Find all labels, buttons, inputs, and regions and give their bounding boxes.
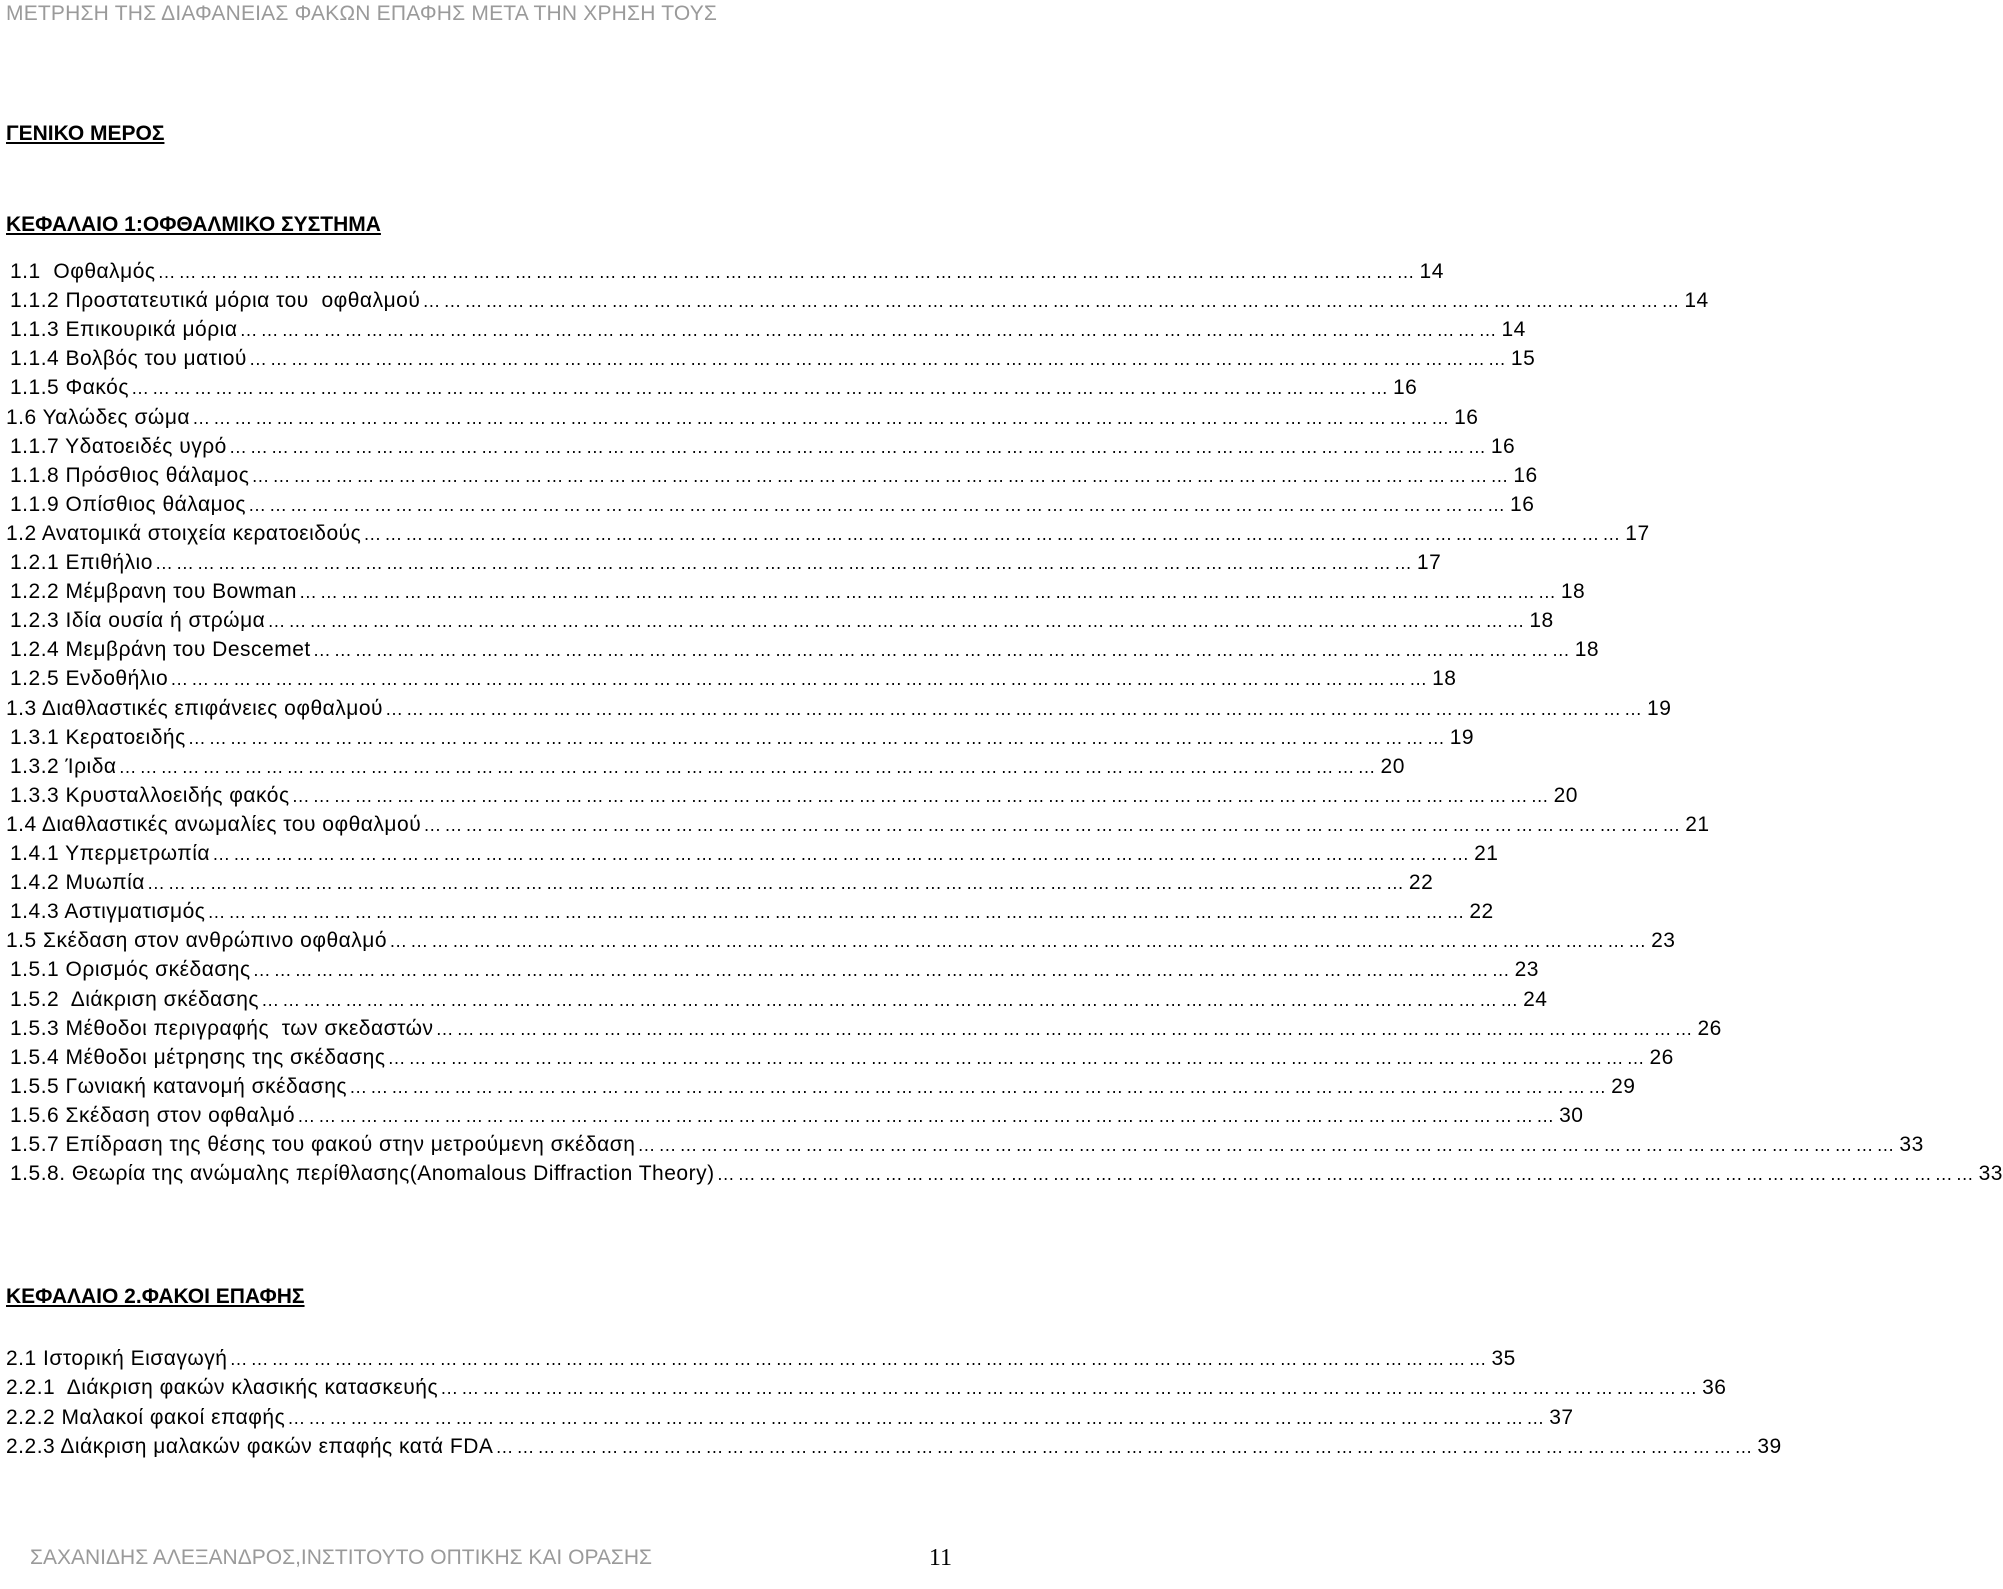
running-footer: ΣΑΧΑΝΙΔΗΣ ΑΛΕΞΑΝΔΡΟΣ,ΙΝΣΤΙΤΟΥΤΟ ΟΠΤΙΚΗΣ ΚΑΙ ΟΡΑΣΗΣ — [30, 1546, 653, 1569]
toc-entry-page: 30 — [1559, 1103, 1584, 1127]
toc-entry-page: 37 — [1549, 1405, 1574, 1429]
toc-entry — [10, 636, 1600, 664]
toc-entry-label: 1.3.3 Κρυσταλλοειδής φακός — [10, 783, 290, 807]
toc-entry-label: 1.2.5 Ενδοθήλιο — [10, 667, 169, 691]
toc-entry — [10, 869, 1434, 897]
toc-entry-label: 1.4.3 Αστιγματισμός — [10, 900, 206, 924]
toc-entry-label: 1.3.2 Ίριδα — [10, 754, 117, 778]
toc-entry — [6, 520, 1650, 548]
toc-entry-page: 33 — [1899, 1133, 1924, 1156]
toc-entry-label: 2.1 Ιστορική Εισαγωγή — [6, 1347, 228, 1370]
toc-entry-page: 36 — [1702, 1376, 1727, 1400]
toc-entry-page: 26 — [1649, 1045, 1674, 1069]
toc-entry-page: 18 — [1529, 609, 1554, 633]
toc-entry — [10, 549, 1442, 577]
toc-entry-page: 14 — [1419, 260, 1444, 283]
toc-entry-label: 1.1 Οφθαλμός — [10, 260, 156, 283]
toc-entry-page: 16 — [1490, 434, 1516, 458]
toc-dot-leader: ……………………………………………………………………………………………………………………………………………………………… — [349, 1076, 1610, 1097]
toc-entry — [10, 898, 1494, 926]
toc-entry-page: 23 — [1514, 958, 1539, 982]
toc-entry-label: 1.1.9 Οπίσθιος θάλαμος — [10, 492, 247, 516]
toc-entry-label: 2.2.2 Μαλακοί φακοί επαφής — [6, 1405, 286, 1429]
toc-entry-page: 18 — [1560, 580, 1586, 604]
toc-dot-leader: ……………………………………………………………………………………………………………………………………………………………… — [130, 378, 1391, 399]
toc-entry — [6, 695, 1672, 723]
toc-entry — [10, 462, 1538, 490]
toc-dot-leader: ……………………………………………………………………………………………………………………………………………………………… — [363, 523, 1624, 544]
toc-entry-label: 1.5.1 Ορισμός σκέδασης — [10, 958, 251, 982]
toc-entry-page: 16 — [1392, 376, 1418, 400]
toc-dot-leader: ……………………………………………………………………………………………………………………………………………………………… — [637, 1135, 1898, 1155]
toc-entry — [10, 1044, 1674, 1072]
toc-dot-leader: ……………………………………………………………………………………………………………………………………………………………… — [228, 436, 1489, 457]
toc-entry-label: 1.3.1 Κερατοειδής — [10, 725, 186, 749]
toc-entry — [10, 782, 1578, 810]
toc-entry-label: 1.2.1 Επιθήλιο — [10, 551, 153, 574]
toc-entry — [6, 404, 1479, 432]
toc-dot-leader: ……………………………………………………………………………………………………………………………………………………………… — [435, 1018, 1696, 1039]
toc-entry-label: 1.1.2 Προστατευτικά μόρια του οφθαλμού — [10, 289, 421, 313]
toc-entry — [10, 491, 1535, 519]
toc-entry-label: 1.5 Σκέδαση στον ανθρώπινο οφθαλμό — [6, 929, 388, 953]
toc-entry-page: 18 — [1432, 667, 1457, 691]
toc-dot-leader: ……………………………………………………………………………………………………………………………………………………………… — [291, 785, 1552, 806]
toc-entry-label: 1.1.4 Βολβός του ματιού — [10, 347, 247, 371]
toc-dot-leader: ……………………………………………………………………………………………………………………………………………………………… — [716, 1164, 1977, 1185]
toc-entry-page: 16 — [1510, 492, 1535, 516]
toc-dot-leader: ……………………………………………………………………………………………………………………………………………………………… — [287, 1407, 1548, 1428]
toc-entry — [6, 927, 1676, 955]
toc-entry-label: 1.5.4 Μέθοδοι μέτρησης της σκέδασης — [10, 1045, 386, 1069]
toc-entry-label: 2.2.1 Διάκριση φακών κλασικής κατασκευής — [6, 1376, 439, 1400]
toc-dot-leader: ……………………………………………………………………………………………………………………………………………………………… — [387, 1047, 1648, 1068]
toc-entry — [6, 811, 1710, 839]
toc-entry — [10, 607, 1554, 635]
toc-dot-leader: ……………………………………………………………………………………………………………………………………………………………… — [187, 727, 1448, 748]
toc-entry-page: 19 — [1449, 725, 1475, 749]
toc-entry-page: 17 — [1625, 521, 1650, 545]
toc-dot-leader: ……………………………………………………………………………………………………………………………………………………………… — [385, 698, 1646, 719]
toc-entry — [10, 1131, 1924, 1159]
toc-entry-label: 1.4.1 Υπερμετρωπία — [10, 842, 211, 865]
toc-dot-leader: ……………………………………………………………………………………………………………………………………………………………… — [261, 989, 1522, 1010]
toc-entry-label: 1.1.5 Φακός — [10, 376, 129, 400]
toc-dot-leader: ……………………………………………………………………………………………………………………………………………………………… — [154, 553, 1415, 573]
toc-entry — [10, 1160, 2003, 1188]
toc-dot-leader: ……………………………………………………………………………………………………………………………………………………………… — [170, 669, 1431, 690]
toc-dot-leader: ……………………………………………………………………………………………………………………………………………………………… — [251, 465, 1512, 486]
toc-entry — [10, 1015, 1722, 1043]
toc-dot-leader: ……………………………………………………………………………………………………………………………………………………………… — [248, 349, 1509, 370]
toc-entry-page: 26 — [1697, 1016, 1722, 1040]
toc-entry-label: 1.5.8. Θεωρία της ανώμαλης περίθλασης(Anomalous Diffraction Theory) — [10, 1162, 715, 1186]
toc-entry — [10, 287, 1709, 315]
toc-entry-label: 1.2 Ανατομικά στοιχεία κερατοειδούς — [6, 521, 362, 545]
toc-entry-label: 2.2.3 Διάκριση μαλακών φακών επαφής κατά FDA — [6, 1434, 494, 1458]
toc-entry-page: 19 — [1647, 696, 1672, 720]
toc-dot-leader: ……………………………………………………………………………………………………………………………………………………………… — [248, 494, 1509, 515]
toc-dot-leader: ……………………………………………………………………………………………………………………………………………………………… — [212, 844, 1473, 864]
toc-dot-leader: ……………………………………………………………………………………………………………………………………………………………… — [229, 1349, 1490, 1369]
toc-entry — [10, 345, 1536, 373]
part-title: ΓΕΝΙΚΟ ΜΕΡΟΣ — [6, 122, 165, 145]
toc-dot-leader: ……………………………………………………………………………………………………………………………………………………………… — [146, 873, 1407, 894]
toc-entry — [10, 665, 1457, 693]
toc-entry-page: 15 — [1510, 347, 1536, 371]
chapter-1-title: ΚΕΦΑΛΑΙΟ 1:ΟΦΘΑΛΜΙΚΟ ΣΥΣΤΗΜΑ — [6, 213, 381, 236]
toc-entry-page: 35 — [1491, 1347, 1516, 1370]
toc-entry — [6, 1374, 1727, 1402]
toc-entry-label: 1.1.8 Πρόσθιος θάλαμος — [10, 463, 250, 487]
toc-entry-page: 14 — [1501, 318, 1526, 342]
toc-entry-page: 14 — [1684, 289, 1709, 313]
toc-entry — [10, 433, 1516, 461]
toc-dot-leader: ……………………………………………………………………………………………………………………………………………………………… — [422, 291, 1683, 312]
toc-dot-leader: ……………………………………………………………………………………………………………………………………………………………… — [423, 814, 1684, 835]
toc-entry-page: 18 — [1574, 638, 1600, 662]
toc-entry-page: 23 — [1651, 929, 1676, 953]
toc-dot-leader: ……………………………………………………………………………………………………………………………………………………………… — [239, 320, 1500, 341]
toc-dot-leader: ……………………………………………………………………………………………………………………………………………………………… — [495, 1436, 1756, 1457]
toc-entry — [10, 956, 1539, 984]
toc-entry — [10, 753, 1405, 781]
toc-dot-leader: ……………………………………………………………………………………………………………………………………………………………… — [298, 582, 1559, 603]
toc-entry-page: 39 — [1757, 1434, 1782, 1458]
toc-entry — [6, 1345, 1516, 1373]
toc-entry-page: 20 — [1380, 754, 1405, 778]
chapter-2-title: ΚΕΦΑΛΑΙΟ 2.ΦΑΚΟΙ ΕΠΑΦΗΣ — [6, 1285, 305, 1308]
toc-entry-label: 1.5.7 Επίδραση της θέσης του φακού στην μετρούμενη σκέδαση — [10, 1133, 636, 1156]
toc-entry-label: 1.1.7 Υδατοειδές υγρό — [10, 434, 227, 458]
toc-entry — [10, 316, 1526, 344]
toc-entry-page: 29 — [1611, 1074, 1636, 1098]
toc-dot-leader: ……………………………………………………………………………………………………………………………………………………………… — [440, 1378, 1701, 1399]
toc-entry-label: 1.5.5 Γωνιακή κατανομή σκέδασης — [10, 1074, 348, 1098]
toc-entry-page: 24 — [1523, 987, 1548, 1011]
toc-entry — [10, 986, 1548, 1014]
page-number: 11 — [928, 1545, 952, 1571]
toc-entry — [6, 1404, 1574, 1432]
toc-entry-page: 20 — [1553, 783, 1578, 807]
toc-dot-leader: ……………………………………………………………………………………………………………………………………………………………… — [157, 262, 1418, 282]
toc-dot-leader: ……………………………………………………………………………………………………………………………………………………………… — [252, 960, 1513, 981]
toc-dot-leader: ……………………………………………………………………………………………………………………………………………………………… — [312, 640, 1573, 661]
toc-dot-leader: ……………………………………………………………………………………………………………………………………………………………… — [297, 1105, 1558, 1126]
toc-entry-page: 21 — [1685, 812, 1710, 836]
toc-entry-page: 22 — [1469, 900, 1494, 924]
toc-entry-label: 1.6 Υαλώδες σώμα — [6, 405, 191, 429]
running-header: ΜΕΤΡΗΣΗ ΤΗΣ ΔΙΑΦΑΝΕΙΑΣ ΦΑΚΩΝ ΕΠΑΦΗΣ ΜΕΤΑ ΤΗΝ ΧΡΗΣΗ ΤΟΥΣ — [6, 2, 718, 25]
toc-dot-leader: ……………………………………………………………………………………………………………………………………………………………… — [118, 756, 1379, 777]
toc-dot-leader: ……………………………………………………………………………………………………………………………………………………………… — [267, 611, 1528, 632]
toc-entry — [10, 1102, 1584, 1130]
toc-entry-label: 1.2.4 Μεμβράνη του Descemet — [10, 638, 311, 662]
toc-dot-leader: ……………………………………………………………………………………………………………………………………………………………… — [389, 931, 1650, 952]
toc-entry-label: 1.4 Διαθλαστικές ανωμαλίες του οφθαλμού — [6, 812, 422, 836]
toc-entry — [10, 840, 1499, 868]
toc-entry-page: 17 — [1416, 551, 1442, 574]
toc-entry — [10, 1073, 1636, 1101]
toc-entry — [10, 258, 1444, 286]
toc-entry-page: 33 — [1978, 1162, 2003, 1186]
toc-entry-label: 1.5.2 Διάκριση σκέδασης — [10, 987, 260, 1011]
toc-entry — [10, 724, 1475, 752]
toc-entry-label: 1.2.2 Μέμβρανη του Bowman — [10, 580, 297, 604]
toc-entry-page: 21 — [1474, 842, 1499, 865]
toc-entry-page: 16 — [1513, 463, 1538, 487]
toc-dot-leader: ……………………………………………………………………………………………………………………………………………………………… — [192, 407, 1453, 428]
toc-entry — [6, 1433, 1782, 1461]
toc-entry-label: 1.3 Διαθλαστικές επιφάνειες οφθαλμού — [6, 696, 384, 720]
toc-dot-leader: ……………………………………………………………………………………………………………………………………………………………… — [207, 902, 1468, 923]
toc-entry-page: 16 — [1454, 405, 1479, 429]
toc-entry-label: 1.2.3 Ιδία ουσία ή στρώμα — [10, 609, 266, 633]
toc-entry — [10, 374, 1418, 402]
toc-entry-label: 1.5.3 Μέθοδοι περιγραφής των σκεδαστών — [10, 1016, 434, 1040]
toc-entry-label: 1.4.2 Μυωπία — [10, 871, 145, 895]
toc-entry-label: 1.1.3 Επικουρικά μόρια — [10, 318, 238, 342]
toc-entry-label: 1.5.6 Σκέδαση στον οφθαλμό — [10, 1103, 296, 1127]
toc-entry — [10, 578, 1586, 606]
toc-entry-page: 22 — [1408, 871, 1434, 895]
